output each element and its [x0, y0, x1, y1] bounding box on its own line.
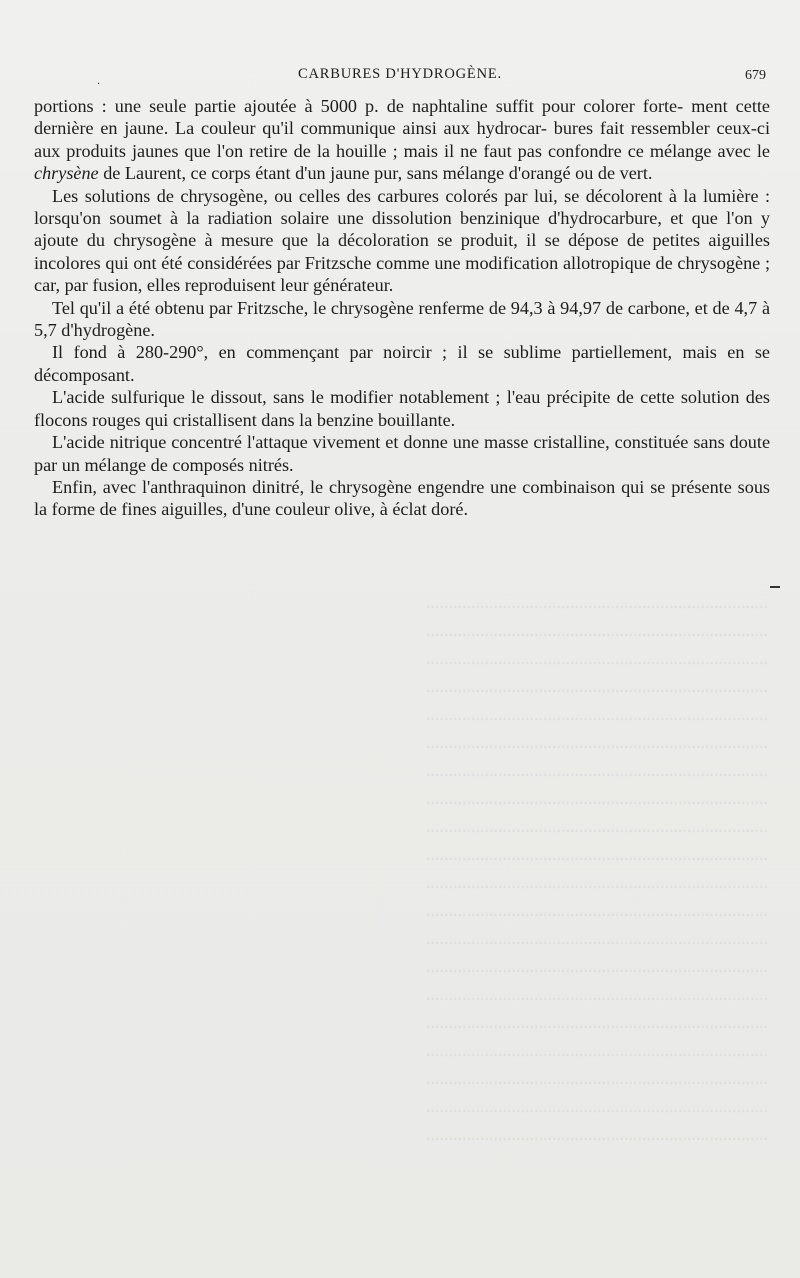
text-line: cette solution des flocons rouges qui cristallisent dans la benzine bouillante.	[34, 387, 771, 430]
text-line: étant d'un jaune pur, sans mélange d'orangé ou de vert.	[255, 163, 653, 184]
text-line: ment cette dernière en jaune. La couleur qu'il communique ainsi aux hydrocar-	[34, 96, 771, 139]
text-line: Il fond à 280-290°, en commençant par noircir ; il se sublime partiellement,	[52, 342, 673, 363]
italic-term: chrysène	[34, 163, 99, 184]
show-through-text: ............................................................................ ............................................................................ ............................................................................ ............................................................................ ............................................................................ ............................................................................ ............................................................................ ............................................................................ ............................................................................ ............................................................................ ............................................................................ ............................................................................ ............................................................................ ............................................................................ ............................................................................ ............................................................................ ............................................................................ ............................................................................ ............................................................................ ............................................................................	[426, 592, 768, 1144]
text-line: constituée sans doute par un mélange de composés nitrés.	[34, 432, 771, 475]
text-line: portions : une seule partie ajoutée à 5000 p. de naphtaline suffit pour colorer forte-	[34, 96, 684, 116]
text-line: d'hydrocarbure, et que l'on y ajoute du chrysogène à mesure que la décoloration se	[34, 208, 770, 251]
paragraph-7	[34, 476, 770, 521]
text-line: carbone, et de 4,7 à 5,7 d'hydrogène.	[34, 297, 771, 341]
margin-dash	[770, 586, 780, 588]
paragraph-2	[34, 185, 770, 297]
text-line: L'acide nitrique concentré l'attaque vivement et donne une masse cristalline,	[52, 432, 610, 453]
running-head: CARBURES D'HYDROGÈNE.	[298, 66, 502, 82]
text-line: Fritzsche comme une modification allotropique de chrysogène ; car, par fusion, elles	[34, 252, 771, 296]
text-line: produit, il se dépose de petites aiguilles incolores qui ont été considérées par	[34, 230, 770, 273]
text-line: bures fait ressembler ceux-ci aux produits jaunes que l'on retire de la houille ;	[34, 118, 770, 161]
text-line: de Laurent, ce corps	[98, 163, 251, 184]
text-line: Les solutions de chrysogène, ou celles des carbures colorés par lui, se décolorent	[52, 185, 663, 206]
text-line: reproduisent leur générateur.	[184, 275, 394, 296]
paragraph-4	[34, 341, 770, 386]
text-line: L'acide sulfurique le dissout, sans le modifier notablement ; l'eau précipite de	[52, 387, 634, 408]
paragraph-3	[34, 297, 770, 342]
text-line: à la lumière : lorsqu'on soumet à la radiation solaire une dissolution benzinique	[34, 185, 770, 229]
page-number: 679	[745, 68, 766, 83]
page-header	[34, 64, 766, 86]
paragraph-1	[34, 95, 770, 185]
text-line: mais en se décomposant.	[34, 342, 771, 385]
text-line: Tel qu'il a été obtenu par Fritzsche, le chrysogène renferme de 94,3 à 94,97 de	[52, 297, 624, 318]
text-line: mais il ne faut pas confondre ce mélange avec le	[403, 140, 770, 161]
body-text	[34, 95, 770, 521]
paragraph-6	[34, 431, 770, 476]
header-mark: .	[97, 76, 101, 87]
text-line: se présente sous la forme de fines aiguilles, d'une couleur olive, à éclat doré.	[34, 476, 771, 520]
text-line: Enfin, avec l'anthraquinon dinitré, le chrysogène engendre une combinaison qui	[52, 476, 645, 497]
paragraph-5	[34, 386, 770, 431]
